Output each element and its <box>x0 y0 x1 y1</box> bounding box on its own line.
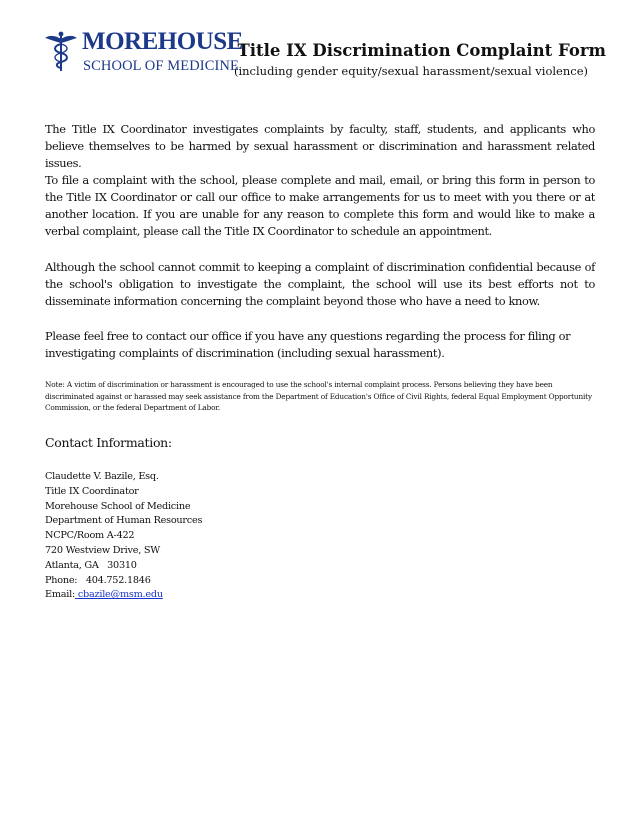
phone-number: 404.752.1846 <box>85 574 151 586</box>
contact-organization: Morehouse School of Medicine <box>45 500 191 512</box>
email-label: Email: <box>45 589 75 601</box>
filing-paragraph: To file a complaint with the school, please complete and mail, email, or bring this form in person to the Title IX Coordinator or call our office to make arrangements for us to meet with you there or at another location. If you are unable for any reason to complete this form and would like to make a verbal complaint, please call the Title IX Coordinator to schedule an appointment. <box>45 173 595 238</box>
email-address[interactable]: cbazile@msm.edu <box>77 589 163 601</box>
intro-paragraph: The Title IX Coordinator investigates complaints by faculty, staff, students, and applicants who believe themselves to be harmed by sexual harassment or discrimination and harassment related issues. <box>45 122 595 170</box>
note-paragraph: Note: A victim of discrimination or harassment is encouraged to use the school's internal complaint process. Persons believing they have been discriminated against or harassed may seek assistance from the Department of Education's Office of Civil Rights, federal Equal Employment Opportunity Commission, or the federal Department of Labor. <box>45 380 592 412</box>
page-subtitle: (including gender equity/sexual harassment/sexual violence) <box>233 64 588 78</box>
contact-details <box>45 470 202 603</box>
contact-email-line <box>45 588 202 603</box>
contact-name: Claudette V. Bazile, Esq. <box>45 471 159 482</box>
contact-role: Title IX Coordinator <box>45 485 139 497</box>
email-link[interactable] <box>75 589 163 600</box>
logo-subtitle: SCHOOL OF MEDICINE <box>83 58 239 74</box>
contact-street: 720 Westview Drive, SW <box>45 544 160 556</box>
contact-heading: Contact Information: <box>45 435 172 450</box>
contact-office-paragraph: Please feel free to contact our office if you have any questions regarding the process for filing or investigating complaints of discrimination (including sexual harassment). <box>45 329 571 360</box>
caduceus-icon <box>44 30 78 72</box>
contact-department: Department of Human Resources <box>45 515 203 527</box>
contact-city: Atlanta, GA 30310 <box>45 559 137 571</box>
contact-phone-line <box>45 574 202 589</box>
page-title: Title IX Discrimination Complaint Form <box>237 41 606 60</box>
confidentiality-paragraph: Although the school cannot commit to keeping a complaint of discrimination confidential because of the school's obligation to investigate the complaint, the school will use its best efforts not to disseminate information concerning the complaint beyond those who have a need to know. <box>45 260 595 308</box>
contact-room: NCPC/Room A-422 <box>45 530 135 542</box>
phone-label: Phone: <box>45 574 78 586</box>
morehouse-logo <box>44 28 243 78</box>
logo-name: MOREHOUSE <box>82 28 243 55</box>
